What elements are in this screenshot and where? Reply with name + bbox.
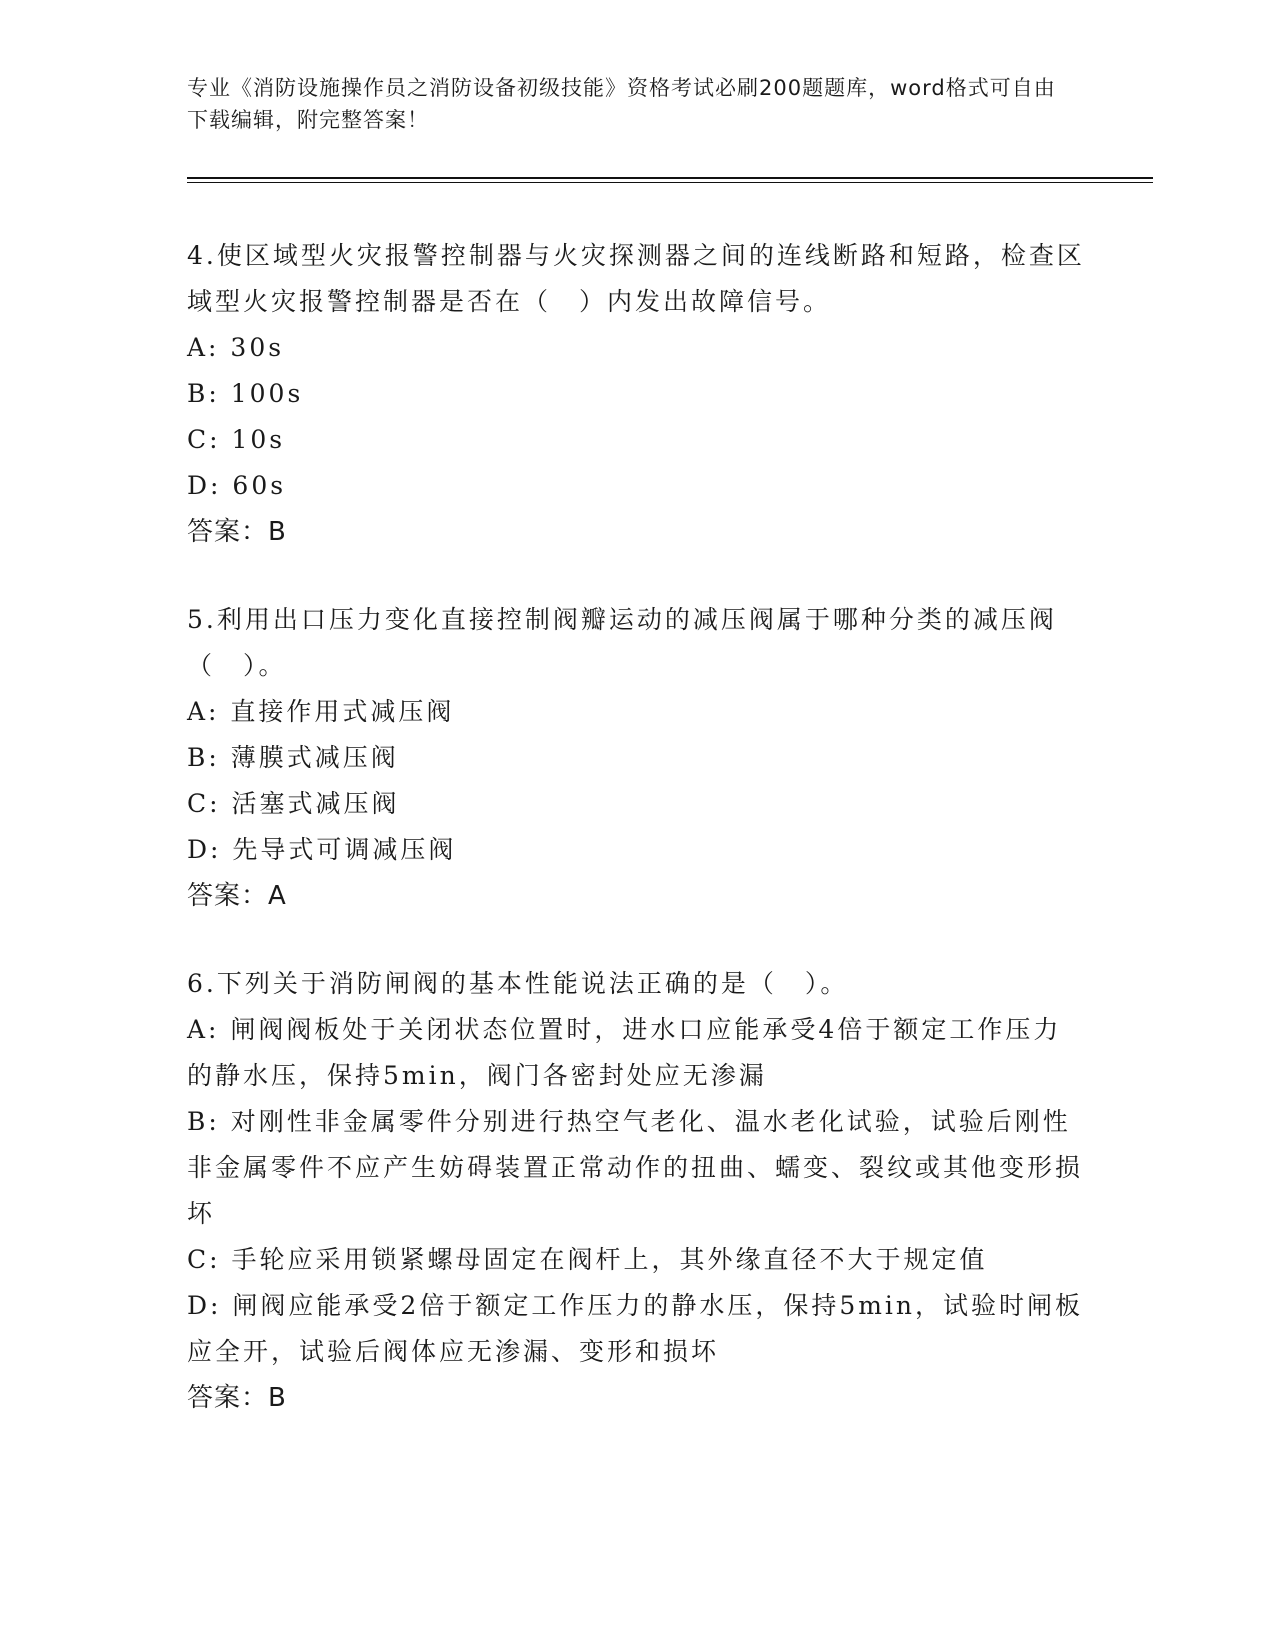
option-c: C: 活塞式减压阀 bbox=[187, 789, 400, 818]
question-stem: 6.下列关于消防闸阀的基本性能说法正确的是（ ）。 bbox=[187, 969, 849, 998]
answer: 答案：B bbox=[187, 1383, 287, 1413]
answer: 答案：B bbox=[187, 517, 287, 547]
question-5 bbox=[187, 597, 1087, 919]
option-d: D: 60s bbox=[187, 471, 287, 500]
question-4 bbox=[187, 233, 1087, 555]
question-6 bbox=[187, 961, 1087, 1421]
header-rule-thin bbox=[187, 182, 1153, 183]
option-a: A: 直接作用式减压阀 bbox=[187, 697, 455, 726]
option-c: C: 10s bbox=[187, 425, 286, 454]
option-a: A: 闸阀阀板处于关闭状态位置时，进水口应能承受4倍于额定工作压力的静水压，保持5min，阀门各密封处应无渗漏 bbox=[187, 1015, 1062, 1090]
option-c: C: 手轮应采用锁紧螺母固定在阀杆上，其外缘直径不大于规定值 bbox=[187, 1245, 988, 1274]
option-b: B: 对刚性非金属零件分别进行热空气老化、温水老化试验，试验后刚性非金属零件不应产生妨碍装置正常动作的扭曲、蠕变、裂纹或其他变形损坏 bbox=[187, 1107, 1084, 1228]
answer: 答案：A bbox=[187, 881, 287, 911]
option-d: D: 先导式可调减压阀 bbox=[187, 835, 457, 864]
option-a: A: 30s bbox=[187, 333, 285, 362]
header-rule-thick bbox=[187, 177, 1153, 179]
option-b: B: 100s bbox=[187, 379, 304, 408]
question-stem: 5.利用出口压力变化直接控制阀瓣运动的减压阀属于哪种分类的减压阀（ ）。 bbox=[187, 605, 1057, 680]
option-b: B: 薄膜式减压阀 bbox=[187, 743, 399, 772]
option-d: D: 闸阀应能承受2倍于额定工作压力的静水压，保持5min，试验时闸板应全开，试验后阀体应无渗漏、变形和损坏 bbox=[187, 1291, 1084, 1366]
question-stem: 4.使区域型火灾报警控制器与火灾探测器之间的连线断路和短路，检查区域型火灾报警控制器是否在（ ）内发出故障信号。 bbox=[187, 241, 1085, 316]
document-header: 专业《消防设施操作员之消防设备初级技能》资格考试必刷200题题库，word格式可自由下载编辑，附完整答案！ bbox=[187, 76, 1056, 132]
